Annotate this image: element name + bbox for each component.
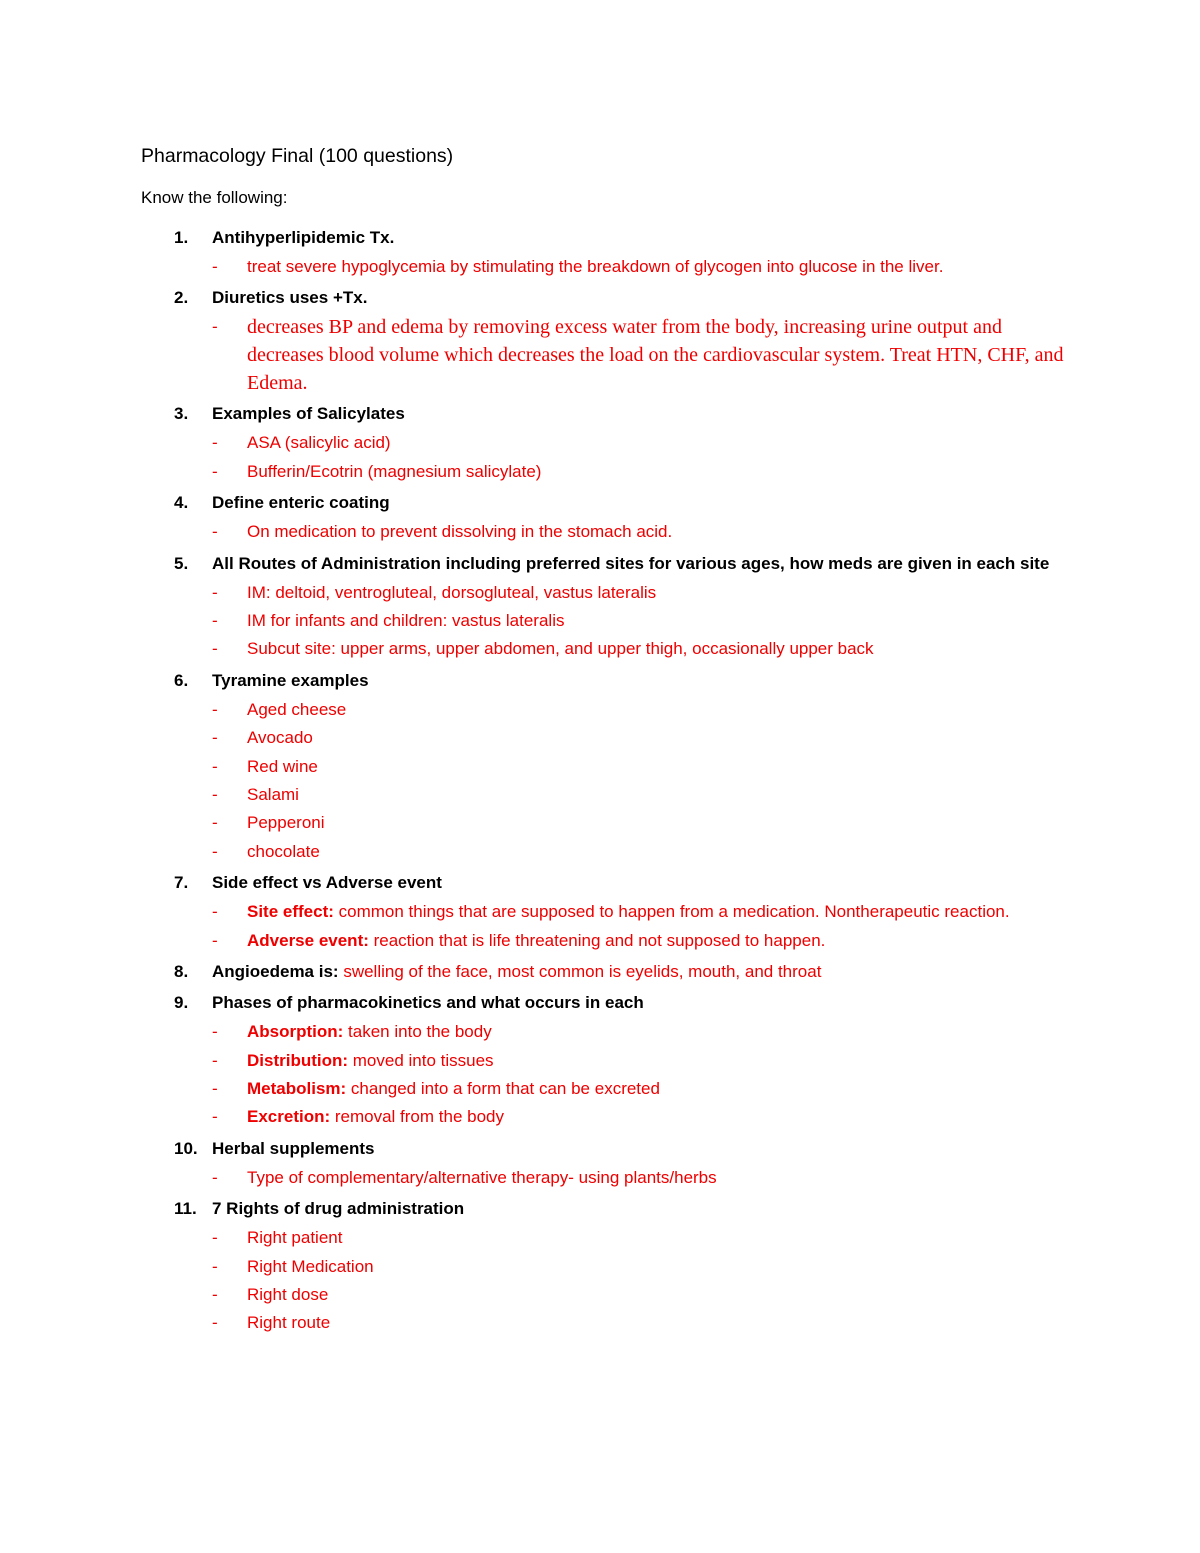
answer-term: Site effect: [247, 902, 334, 922]
answer-item [212, 696, 1071, 724]
item-number: 10. [174, 1138, 198, 1158]
answer-item [212, 607, 1071, 635]
answer-text: changed into a form that can be excreted [346, 1078, 660, 1098]
answer-text: IM for infants and children: vastus lateralis [247, 611, 565, 631]
list-item [141, 1135, 1071, 1192]
answer-text: treat severe hypoglycemia by stimulating the breakdown of glycogen into glucose in the liver. [247, 257, 944, 276]
answer-text: moved into tissues [348, 1050, 494, 1070]
dash-bullet: - [212, 317, 218, 337]
item-heading [212, 400, 1071, 428]
answer-item [212, 724, 1071, 752]
dash-bullet: - [212, 756, 218, 776]
dash-bullet: - [212, 1313, 218, 1333]
answer-item [212, 518, 1071, 546]
answer-item [212, 753, 1071, 781]
answer-text: On medication to prevent dissolving in the stomach acid. [247, 522, 673, 542]
dash-bullet: - [212, 813, 218, 833]
dash-bullet: - [212, 639, 218, 659]
list-item [141, 224, 1071, 281]
list-item [141, 989, 1071, 1132]
dash-bullet: - [212, 1050, 218, 1070]
answer-item [212, 809, 1071, 837]
dash-bullet: - [212, 1078, 218, 1098]
list-item [141, 400, 1071, 486]
answer-text: decreases BP and edema by removing excess water from the body, increasing urine output and decreases blood volume which decreases the load on the cardiovascular system. Treat HTN, CHF, and Edema. [247, 316, 1064, 395]
answer-item [212, 1103, 1071, 1131]
list-item [141, 667, 1071, 866]
item-number: 2. [174, 288, 189, 308]
item-heading [212, 489, 1071, 517]
item-number: 6. [174, 670, 189, 690]
dash-bullet: - [212, 699, 218, 719]
item-heading-text: Diuretics uses +Tx. [212, 288, 368, 308]
item-number: 3. [174, 404, 189, 424]
list-item [141, 489, 1071, 546]
answer-list [212, 518, 1071, 546]
item-heading [212, 550, 1071, 578]
answer-item [212, 579, 1071, 607]
answer-item [212, 898, 1071, 926]
answer-text: Right dose [247, 1284, 329, 1304]
item-heading [212, 869, 1071, 897]
item-heading [212, 1195, 1071, 1223]
item-heading-text: Define enteric coating [212, 493, 390, 513]
answer-term: Absorption: [247, 1022, 344, 1042]
dash-bullet: - [212, 582, 218, 602]
item-number: 4. [174, 493, 189, 513]
dash-bullet: - [212, 433, 218, 453]
document-title: Pharmacology Final (100 questions) [141, 145, 454, 167]
dash-bullet: - [212, 1167, 218, 1187]
dash-bullet: - [212, 611, 218, 631]
answer-text: Red wine [247, 756, 318, 776]
dash-bullet: - [212, 1256, 218, 1276]
item-heading-text: All Routes of Administration including preferred sites for various ages, how meds are given in each site [212, 553, 1050, 573]
list-item [141, 550, 1071, 664]
answer-item [212, 1018, 1071, 1046]
answer-item [212, 1164, 1071, 1192]
answer-list [212, 1224, 1071, 1338]
answer-list [212, 696, 1071, 866]
item-number: 1. [174, 228, 189, 247]
answer-text: removal from the body [330, 1107, 504, 1127]
item-heading-text: Antihyperlipidemic Tx. [212, 228, 395, 247]
answer-item [212, 635, 1071, 663]
dash-bullet: - [212, 461, 218, 481]
list-item [141, 284, 1071, 397]
answer-item [212, 1047, 1071, 1075]
answer-text: ASA (salicylic acid) [247, 433, 391, 453]
answer-item [212, 1309, 1071, 1337]
item-heading-text: Herbal supplements [212, 1138, 375, 1158]
item-heading-text: Tyramine examples [212, 670, 369, 690]
answer-list [212, 253, 1071, 281]
item-heading-text: 7 Rights of drug administration [212, 1199, 465, 1219]
answer-term: Metabolism: [247, 1078, 347, 1098]
dash-bullet: - [212, 1228, 218, 1248]
answer-text: Type of complementary/alternative therapy- using plants/herbs [247, 1167, 717, 1187]
answer-item [212, 313, 1071, 397]
dash-bullet: - [212, 257, 218, 276]
answer-text: taken into the body [343, 1022, 492, 1042]
item-heading-text: Side effect vs Adverse event [212, 873, 442, 893]
answer-text: Aged cheese [247, 699, 347, 719]
answer-item [212, 781, 1071, 809]
answer-list [212, 898, 1071, 955]
answer-item [212, 429, 1071, 457]
answer-list [212, 429, 1071, 486]
document-intro: Know the following: [141, 188, 288, 207]
dash-bullet: - [212, 1022, 218, 1042]
answer-list [212, 1018, 1071, 1132]
answer-text: Right route [247, 1313, 331, 1333]
answer-term: Excretion: [247, 1107, 331, 1127]
dash-bullet: - [212, 902, 218, 922]
dash-bullet: - [212, 1107, 218, 1127]
item-heading-text: Angioedema is: [212, 962, 339, 982]
answer-text: IM: deltoid, ventrogluteal, dorsogluteal, vastus lateralis [247, 582, 657, 602]
answer-item [212, 838, 1071, 866]
item-heading [212, 989, 1071, 1017]
item-heading [212, 224, 1071, 252]
answer-text: common things that are supposed to happen from a medication. Nontherapeutic reaction. [333, 902, 1010, 922]
question-list [141, 224, 1071, 1338]
document-body [141, 140, 1071, 1341]
answer-text: Subcut site: upper arms, upper abdomen, and upper thigh, occasionally upper back [247, 639, 874, 659]
answer-list [212, 313, 1071, 397]
list-item [141, 869, 1071, 955]
answer-item [212, 1224, 1071, 1252]
item-heading-text: Examples of Salicylates [212, 404, 405, 424]
item-number: 5. [174, 553, 189, 573]
answer-item [212, 253, 1071, 281]
dash-bullet: - [212, 1284, 218, 1304]
list-item [141, 1195, 1071, 1338]
item-heading-text: Phases of pharmacokinetics and what occurs in each [212, 993, 644, 1013]
item-number: 7. [174, 873, 189, 893]
answer-item [212, 927, 1071, 955]
answer-text: Right patient [247, 1228, 343, 1248]
answer-item [212, 458, 1071, 486]
answer-term: Adverse event: [247, 930, 369, 950]
item-number: 9. [174, 993, 189, 1013]
dash-bullet: - [212, 522, 218, 542]
list-item [141, 958, 1071, 986]
dash-bullet: - [212, 841, 218, 861]
answer-text: reaction that is life threatening and not supposed to happen. [368, 930, 826, 950]
item-heading [212, 1135, 1071, 1163]
item-heading [212, 667, 1071, 695]
dash-bullet: - [212, 785, 218, 805]
answer-term: Distribution: [247, 1050, 349, 1070]
answer-item [212, 1253, 1071, 1281]
answer-item [212, 1075, 1071, 1103]
item-number: 11. [174, 1199, 197, 1219]
item-number: 8. [174, 962, 189, 982]
dash-bullet: - [212, 728, 218, 748]
answer-item [212, 1281, 1071, 1309]
item-heading [212, 958, 1071, 986]
dash-bullet: - [212, 930, 218, 950]
answer-text: Pepperoni [247, 813, 325, 833]
answer-text: Bufferin/Ecotrin (magnesium salicylate) [247, 461, 542, 481]
answer-list [212, 1164, 1071, 1192]
item-inline-answer: swelling of the face, most common is eyelids, mouth, and throat [338, 962, 822, 982]
answer-list [212, 579, 1071, 664]
item-heading [212, 284, 1071, 312]
answer-text: Salami [247, 785, 299, 805]
answer-text: Avocado [247, 728, 313, 748]
answer-text: chocolate [247, 841, 320, 861]
answer-text: Right Medication [247, 1256, 374, 1276]
